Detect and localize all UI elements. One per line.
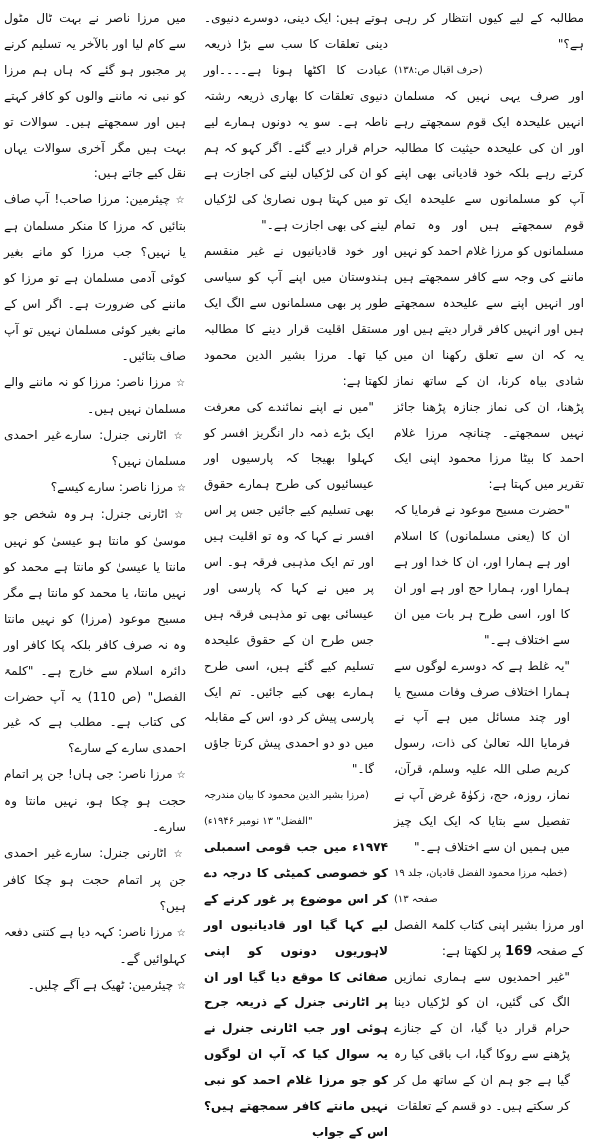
dialogue-line <box>4 920 186 973</box>
block-quote: "غیر احمدیوں سے ہماری نمازیں الگ کی گئیں، ان کو لڑکیاں دینا حرام قرار دیا گیا، ان کے جنازے پڑھنے سے روکا گیا، اب باقی کیا رہ گیا ہے جو ہم ان کے ساتھ مل کر کر سکتے ہیں۔ دو قسم کے تعلقات <box>394 969 570 1114</box>
paragraph: میں مرزا ناصر نے بہت ٹال مٹول سے کام لیا اور بالآخر یہ تسلیم کرنے پر مجبور ہو گئے کہ ہاں ہم مرزا کو نبی نہ ماننے والوں کو کافر کہتے ہیں اور سمجھتے ہیں۔ سوالات تو بہت ہیں مگر آخری سوالات یہاں نقل کیے جاتے ہیں: <box>4 11 186 181</box>
speaker-text: ٹھیک ہے آگے چلیں۔ <box>27 977 125 992</box>
speaker-name: چیئرمین: مرزا صاحب! <box>54 192 171 207</box>
speaker-name: مرزا ناصر: <box>118 767 173 782</box>
paragraph: اور خود قادیانیوں نے غیر منقسم ہندوستان میں اپنے آپ کو سیاسی طور پر بھی مسلمانوں سے الگ ایک مستقل اقلیت قرار دینے کا مطالبہ کیا تھا۔ مرزا بشیر الدین محمود لکھتا ہے: <box>204 244 388 388</box>
speaker-text: سارے غیر احمدی جن پر اتمام حجت ہو چکا کافر ہیں؟ <box>4 846 186 913</box>
speaker-name: مرزا ناصر: <box>116 374 172 389</box>
dialogue-line <box>4 370 186 423</box>
paragraph: ہوتے ہیں: ایک دینی، دوسرے دنیوی۔ دینی تعلقات کا سب سے بڑا ذریعہ عبادت کا اکٹھا ہونا ہے۔۔۔۔اور دنیوی تعلقات کا بھاری ذریعہ رشتہ ناطہ ہے۔ سو یہ دونوں ہمارے لیے حرام قرار دیے گئے۔ اگر کہو کہ ہم کو ان کی لڑکیاں لینے کی اجازت ہے تو میں کہتا ہوں نصاریٰ کی لڑکیاں لینے کی بھی اجازت ہے۔" <box>204 11 388 233</box>
speaker-text: کہہ دیا ہے کتنی دفعہ کہلوائیں گے۔ <box>4 924 186 966</box>
block-quote: "میں نے اپنے نمائندے کی معرفت ایک بڑے ذمہ دار انگریز افسر کو کہلوا بھیجا کہ پارسیوں اور عیسائیوں کی طرح ہمارے حقوق بھی تسلیم کیے جائیں جس پر اس افسر نے کہا کہ وہ تو اقلیت ہیں اور تم ایک مذہبی فرقہ ہو۔ اس پر میں نے کہا کہ پارسی اور عیسائی بھی تو مذہبی فرقہ ہیں جس طرح ان کے حقوق علیحدہ تسلیم کیے گئے ہیں، اسی طرح ہمارے بھی کیے جائیں۔ تم ایک پارسی پیش کر دو، اس کے مقابلہ میں دو دو احمدی پیش کرتا جاؤں گا۔" <box>204 399 374 777</box>
text-column-right <box>394 6 584 1114</box>
paragraph: ۱۹۷۴ء میں جب قومی اسمبلی کو خصوصی کمیٹی کا درجہ دے کر اس موضوع پر غور کرنے کے لیے کہا گیا اور قادیانیوں اور لاہوریوں دونوں کو اپنی صفائی کا موقع دیا گیا اور ان پر اٹارنی جنرل کے ذریعہ جرح ہوئی اور جب اٹارنی جنرل نے یہ سوال کیا کہ آپ ان لوگوں کو جو مرزا غلام احمد کو نبی نہیں مانتے کافر سمجھتے ہیں؟ اس کے جواب <box>204 840 388 1139</box>
page-reference: 169 <box>505 943 533 959</box>
star-icon: ☆ <box>176 927 187 939</box>
speaker-text: جی ہاں! جن پر اتمام حجت ہو چکا ہو، نہیں مانتا وہ سارے۔ <box>4 767 186 835</box>
star-icon: ☆ <box>176 770 187 782</box>
text-column-middle <box>204 6 388 1139</box>
star-icon: ☆ <box>174 510 186 522</box>
paragraph-text: پر لکھتا ہے: <box>441 943 502 958</box>
speaker-name: اٹارنی جنرل: <box>100 507 168 522</box>
text-column-left <box>4 6 187 992</box>
star-icon: ☆ <box>177 483 186 495</box>
speaker-name: مرزا ناصر: <box>118 480 174 495</box>
speaker-text: سارے کیسے؟ <box>50 480 116 495</box>
speaker-name: اٹارنی جنرل: <box>99 427 167 442</box>
dialogue-line <box>4 841 186 920</box>
dialogue-line <box>4 423 186 476</box>
dialogue-line <box>4 502 186 762</box>
speaker-name: اٹارنی جنرل: <box>99 846 167 860</box>
speaker-name: چیئرمین: <box>128 977 174 992</box>
paragraph <box>394 913 584 965</box>
star-icon: ☆ <box>175 195 186 207</box>
block-quote: "یہ غلط ہے کہ دوسرے لوگوں سے ہمارا اختلاف صرف وفات مسیح یا اور چند مسائل میں ہے آپ نے فرمایا اللہ تعالیٰ کی ذات، رسول کریم صلی اللہ علیہ وسلم، قرآن، نماز، روزہ، حج، زکوٰۃ غرض آپ نے تفصیل سے بتایا کہ ایک ایک چیز میں ہمیں ان سے اختلاف ہے۔" <box>394 658 570 854</box>
speaker-text: آپ صاف بتائیں کہ مرزا کا منکر مسلمان ہے یا نہیں؟ جب مرزا کو مانے بغیر کوئی آدمی مسلمان ہے تو مرزا کو ماننے کی ضرورت ہے۔ اگر اس کے مانے بغیر کوئی مسلمان نہیں تو آپ صاف بتائیں۔ <box>4 192 186 363</box>
speaker-name: مرزا ناصر: <box>118 924 173 939</box>
dialogue-line <box>4 475 186 502</box>
citation: (خطبہ مرزا محمود الفضل قادیان، جلد ۱۹ صفحہ ۱۳) <box>394 867 568 905</box>
speaker-text: سارے غیر احمدی مسلمان نہیں؟ <box>4 427 186 469</box>
dialogue-line <box>4 973 186 1000</box>
star-icon: ☆ <box>173 430 186 442</box>
dialogue-line <box>4 187 186 369</box>
dialogue-line <box>4 762 186 841</box>
citation: (حرف اقبال ص:۱۳۸) <box>394 64 483 76</box>
citation: (مرزا بشیر الدین محمود کا بیان مندرجہ "الفضل" ۱۳ نومبر ۱۹۴۶ء) <box>204 790 369 828</box>
speaker-text: ہر وہ شخص جو موسیٰ کو مانتا ہو عیسیٰ کو نہیں مانتا یا عیسیٰ کو مانتا ہے محمد کو نہیں مانتا، یا محمد کو مانتا ہے مگر مسیح موعود (مرزا) کو نہیں مانتا وہ نہ صرف کافر بلکہ پکا کافر اور دائرہ اسلام سے خارج ہے۔ "کلمۃ الفصل" (ص 110) یہ آپ حضرات کی کتاب ہے۔ مطلب ہے کہ غیر احمدی سارے کے سارے؟ <box>4 507 186 756</box>
block-quote: "حضرت مسیح موعود نے فرمایا کہ ان کا (یعنی مسلمانوں) کا اسلام اور ہے ہمارا اور، ان کا خدا اور ہے ہمارا اور، ہمارا حج اور ہے اور ان کا اور، اسی طرح ہر بات میں ان سے اختلاف ہے۔" <box>394 503 570 647</box>
paragraph: مطالبہ کے لیے کیوں انتظار کر رہی ہے؟" <box>394 11 584 51</box>
paragraph-text: اور مرزا بشیر اپنی کتاب کلمۃ الفصل کے صفحہ <box>394 917 584 958</box>
paragraph: اور صرف یہی نہیں کہ مسلمان انہیں علیحدہ ایک قوم سمجھتے رہے اور ان کی علیحدہ حیثیت کا مطالبہ کرتے رہے بلکہ خود قادیانی بھی اپنے آپ کو مسلمانوں سے علیحدہ ایک قوم سمجھتے ہیں اور وہ تمام مسلمانوں کو مرزا غلام احمد کو نہیں ماننے کی وجہ سے کافر سمجھتے ہیں اور انہیں اپنے سے علیحدہ سمجھتے ہیں اور انہیں کافر قرار دیتے ہیں اور یہ کہ ان سے تعلق رکھنا ان میں شادی بیاہ کرنا، ان کے ساتھ نماز پڑھنا، ان کی نماز جنازہ پڑھنا جائز نہیں سمجھتے۔ چنانچہ مرزا غلام احمد کا بیٹا مرزا محمود اپنی ایک تقریر میں کہتا ہے: <box>394 88 584 492</box>
star-icon: ☆ <box>177 980 186 992</box>
star-icon: ☆ <box>176 377 186 389</box>
speaker-text: مرزا کو نہ ماننے والے مسلمان نہیں ہیں۔ <box>4 374 186 416</box>
star-icon: ☆ <box>173 849 186 860</box>
